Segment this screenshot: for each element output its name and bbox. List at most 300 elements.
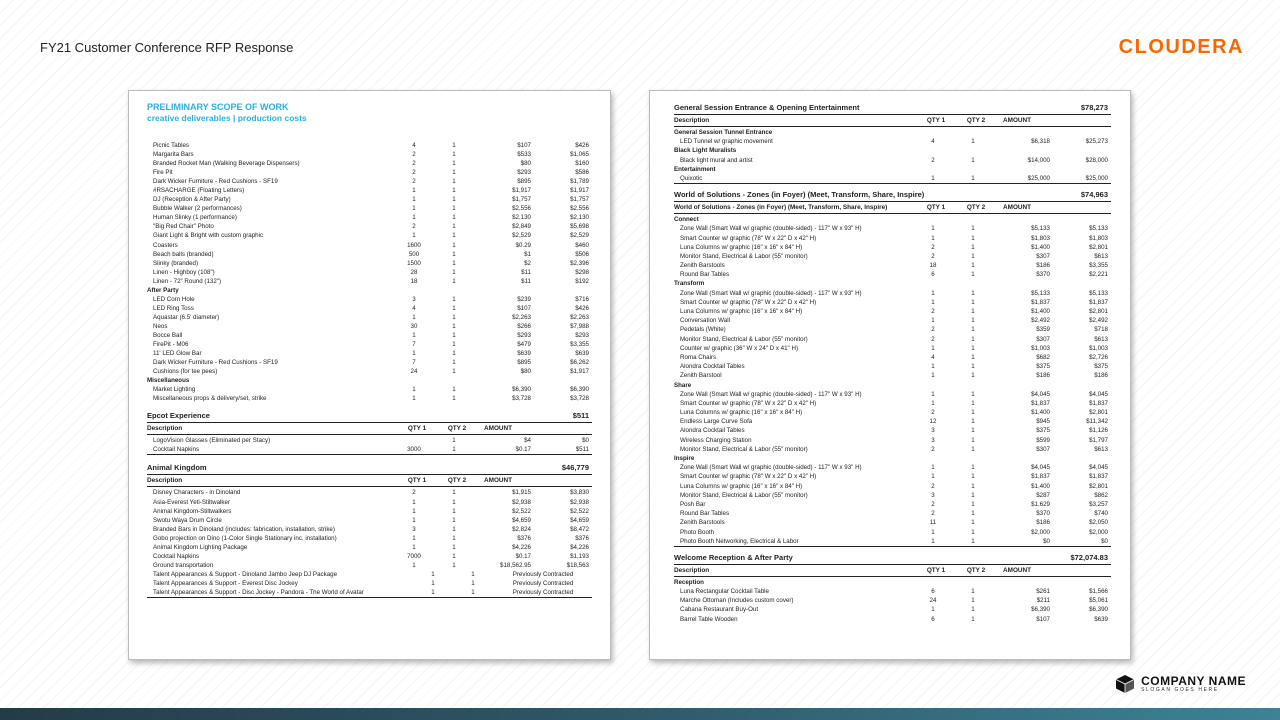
table-row <box>147 525 592 534</box>
category-row <box>674 146 1111 155</box>
table-row <box>674 243 1111 252</box>
category-label: Black Light Muralists <box>674 147 737 155</box>
animal-header <box>147 463 592 475</box>
item-total: $293 <box>575 331 589 339</box>
item-qty1: 1 <box>412 196 416 204</box>
item-qty2: 1 <box>452 386 456 394</box>
item-qty2: 1 <box>452 223 456 231</box>
item-description: Posh Bar <box>680 500 706 508</box>
item-qty1: 1 <box>931 537 935 545</box>
item-total: $298 <box>575 268 589 276</box>
item-description: Animal Kingdom-Stiltwalkers <box>153 507 232 515</box>
item-amount: $4,659 <box>512 516 531 524</box>
item-description: Alondra Cocktail Tables <box>680 427 745 435</box>
table-row <box>674 463 1111 472</box>
item-description: Talent Appearances & Support - Everest Disc Jockey <box>153 579 298 587</box>
epcot-table <box>147 436 592 454</box>
category-label: Reception <box>674 578 704 586</box>
item-qty2: 1 <box>971 271 975 279</box>
item-qty2: 1 <box>971 243 975 251</box>
item-qty2: 1 <box>971 262 975 270</box>
item-qty1: 1 <box>412 187 416 195</box>
item-description: Monitor Stand, Electrical & Labor (55" monitor) <box>680 491 808 499</box>
item-qty2: 1 <box>971 252 975 260</box>
item-qty1: 2 <box>412 223 416 231</box>
item-amount: $375 <box>1036 427 1050 435</box>
table-row <box>147 516 592 525</box>
general-header <box>674 103 1111 115</box>
slide-title: FY21 Customer Conference RFP Response <box>40 40 294 55</box>
general-table <box>674 128 1111 183</box>
item-amount: $1,400 <box>1031 308 1050 315</box>
item-total: $4,226 <box>570 543 589 551</box>
item-amount: $599 <box>1036 436 1050 444</box>
item-qty2: 1 <box>971 445 975 453</box>
table-row <box>147 213 592 222</box>
item-amount: $1,400 <box>1031 482 1050 490</box>
item-qty2: 1 <box>452 525 456 533</box>
item-description: Photo Booth <box>680 528 715 536</box>
item-qty1: 2 <box>412 160 416 168</box>
table-row <box>147 250 592 259</box>
item-amount: $287 <box>1036 491 1050 499</box>
item-qty1: 1 <box>412 386 416 394</box>
table-row <box>674 587 1111 596</box>
item-qty1: 1500 <box>407 259 421 267</box>
item-description: Bocce Ball <box>153 331 183 339</box>
table-row <box>147 488 592 497</box>
item-description: Cocktail Napkins <box>153 552 200 560</box>
item-qty1: 1 <box>931 606 935 614</box>
table-row <box>147 195 592 204</box>
item-amount: $11 <box>521 277 531 285</box>
item-qty2: 1 <box>971 597 975 605</box>
item-amount: $1,400 <box>1031 243 1050 251</box>
item-qty1: 11 <box>929 519 937 527</box>
item-description: Cocktail Napkins <box>153 446 200 454</box>
item-description: Zenith Barstools <box>680 262 725 270</box>
table-row <box>147 331 592 340</box>
item-amount: $80 <box>520 368 531 376</box>
item-amount: $895 <box>517 359 531 367</box>
item-amount: $4,045 <box>1031 390 1050 398</box>
category-label: Entertainment <box>674 165 716 173</box>
col-amount: AMOUNT <box>1003 117 1032 124</box>
item-qty1: 1 <box>931 399 935 407</box>
item-amount: $2,263 <box>512 313 531 321</box>
scope-subtitle: creative deliverables | production costs <box>147 113 307 123</box>
item-qty1: 3 <box>412 525 416 533</box>
item-total: $5,133 <box>1089 289 1108 297</box>
item-total: $5,698 <box>570 223 589 231</box>
wos-table <box>674 215 1111 546</box>
item-total: $426 <box>575 304 589 312</box>
item-description: Dark Wicker Furniture - Red Cushions - SF19 <box>153 359 278 367</box>
item-qty2: 1 <box>452 169 456 177</box>
category-row <box>674 381 1111 390</box>
table-row <box>674 596 1111 605</box>
item-qty2: 1 <box>971 317 975 325</box>
item-description: Talent Appearances & Support - Disc Jockey - Pandora - The World of Avatar <box>153 588 364 596</box>
item-description: Zone Wall (Smart Wall w/ graphic (double-sided) - 117" W x 93" H) <box>680 390 862 398</box>
col-qty2: QTY 2 <box>966 117 986 124</box>
item-qty1: 6 <box>931 615 935 623</box>
item-amount: $1,837 <box>1031 399 1050 407</box>
table-row <box>147 304 592 313</box>
item-qty1: 2 <box>931 500 935 508</box>
item-description: Zone Wall (Smart Wall w/ graphic (double-sided) - 117" W x 93" H) <box>680 225 862 233</box>
item-amount: $261 <box>1036 588 1050 596</box>
item-amount: $1,003 <box>1031 344 1050 352</box>
item-qty2: 1 <box>452 561 456 569</box>
item-qty2: 1 <box>452 437 456 445</box>
item-description: DJ (Reception & After Party) <box>153 196 231 204</box>
table-row <box>674 289 1111 298</box>
item-qty2: 1 <box>452 142 456 149</box>
item-qty1: 1 <box>431 588 435 596</box>
table-row <box>147 507 592 516</box>
item-amount: $359 <box>1036 326 1050 334</box>
item-qty1: 1 <box>931 528 935 536</box>
item-total: $2,529 <box>570 232 589 240</box>
item-qty1: 2 <box>931 326 935 334</box>
item-description: "Big Red Chair" Photo <box>153 223 214 231</box>
item-amount: $293 <box>517 331 531 339</box>
item-qty1: 2 <box>412 169 416 177</box>
item-description: Barrel Table Wooden <box>680 615 738 623</box>
item-qty2: 1 <box>452 368 456 376</box>
item-amount: $307 <box>1036 252 1050 260</box>
column-header <box>674 115 1111 127</box>
cloudera-logo: CLOUDERA <box>1118 36 1244 58</box>
table-row <box>147 259 592 268</box>
item-qty2: 1 <box>471 579 475 587</box>
item-description: Luna Rectangular Cocktail Table <box>680 588 769 596</box>
item-total: $718 <box>1094 326 1108 334</box>
item-total: $2,522 <box>570 507 589 515</box>
table-row <box>147 436 592 445</box>
item-total: $7,988 <box>570 322 589 330</box>
col-qty1: QTY 1 <box>926 117 946 124</box>
item-qty2: 1 <box>452 259 456 267</box>
item-qty2: 1 <box>452 214 456 222</box>
item-description: Smart Counter w/ graphic (78" W x 22" D x 42" H) <box>680 399 817 407</box>
table-row <box>674 224 1111 233</box>
item-qty1: 1 <box>931 372 935 380</box>
item-total: $18,563 <box>566 561 589 569</box>
item-total: $192 <box>575 277 589 285</box>
item-qty2: 1 <box>971 519 975 527</box>
item-amount: $11 <box>521 268 531 276</box>
item-amount: $0.29 <box>515 241 531 249</box>
item-qty1: 1 <box>412 507 416 515</box>
item-total: $6,390 <box>570 386 589 394</box>
item-qty1: 2 <box>931 445 935 453</box>
item-note: Previously Contracted <box>512 588 574 596</box>
category-row <box>674 128 1111 137</box>
item-total: $25,000 <box>1085 174 1108 182</box>
item-description: FirePit - M06 <box>153 341 189 349</box>
item-qty1: 3 <box>931 436 935 444</box>
item-qty2: 1 <box>971 482 975 490</box>
item-qty2: 1 <box>971 138 975 146</box>
item-qty1: 1 <box>412 561 416 569</box>
table-row <box>674 335 1111 344</box>
item-qty2: 1 <box>452 196 456 204</box>
table-row <box>147 222 592 231</box>
table-row <box>674 537 1111 546</box>
table-row <box>674 509 1111 518</box>
item-description: Fire Pit <box>153 169 173 177</box>
item-total: $2,938 <box>570 498 589 506</box>
item-qty2: 1 <box>452 543 456 551</box>
item-description: Human Slinky (1 performance) <box>153 214 237 222</box>
item-qty2: 1 <box>452 359 456 367</box>
item-qty1: 2 <box>931 308 935 315</box>
item-qty1: 1 <box>412 232 416 240</box>
item-qty2: 1 <box>452 241 456 249</box>
item-total: $2,000 <box>1089 528 1108 536</box>
company-logo <box>1115 674 1246 694</box>
table-row <box>674 390 1111 399</box>
item-description: Miscellaneous props & delivery/set, strike <box>153 395 267 403</box>
item-amount: $186 <box>1036 519 1050 527</box>
item-total: $0 <box>582 437 589 445</box>
item-qty1: 7 <box>412 341 416 349</box>
item-description: Luna Columns w/ graphic (16" x 16" x 84" H) <box>680 409 803 417</box>
item-qty2: 1 <box>452 250 456 258</box>
table-row <box>147 588 592 597</box>
item-description: Counter w/ graphic (36" W x 24" D x 41" H) <box>680 344 799 352</box>
table-row <box>674 234 1111 243</box>
item-amount: $0.17 <box>515 446 531 454</box>
category-row <box>674 165 1111 174</box>
item-qty2: 1 <box>452 313 456 321</box>
item-amount: $2,492 <box>1031 317 1050 325</box>
item-qty2: 1 <box>452 205 456 213</box>
item-description: Conversation Wall <box>680 317 730 325</box>
item-qty2: 1 <box>452 350 456 358</box>
item-qty1: 4 <box>931 138 935 146</box>
item-qty2: 1 <box>971 537 975 545</box>
table-row <box>147 168 592 177</box>
item-total: $639 <box>575 350 589 358</box>
col-qty2: QTY 2 <box>447 477 467 485</box>
category-label: Share <box>674 381 692 389</box>
item-qty2: 1 <box>971 606 975 614</box>
category-row <box>147 286 592 295</box>
category-label: Miscellaneous <box>147 377 190 385</box>
col-qty1: QTY 1 <box>407 477 427 485</box>
item-amount: $375 <box>1036 363 1050 371</box>
item-qty2: 1 <box>971 326 975 334</box>
item-amount: $370 <box>1036 510 1050 518</box>
item-total: $25,273 <box>1085 138 1108 146</box>
scope-title: PRELIMINARY SCOPE OF WORK <box>147 102 289 112</box>
item-description: Smart Counter w/ graphic (78" W x 22" D x 42" H) <box>680 234 817 242</box>
welcome-header <box>674 553 1111 565</box>
item-total: $1,065 <box>570 151 589 159</box>
item-description: Animal Kingdom Lighting Package <box>153 543 248 551</box>
item-total: $2,263 <box>570 313 589 321</box>
item-qty2: 1 <box>471 570 475 578</box>
table-row <box>674 307 1111 316</box>
table-row <box>147 349 592 358</box>
item-total: $2,492 <box>1089 317 1108 325</box>
item-qty2: 1 <box>971 298 975 306</box>
item-description: Disney Characters - in Dinoland <box>153 489 241 497</box>
item-qty2: 1 <box>452 277 456 285</box>
table-row <box>147 552 592 561</box>
item-description: Round Bar Tables <box>680 510 730 518</box>
item-total: $6,390 <box>1089 606 1108 614</box>
item-qty2: 1 <box>971 588 975 596</box>
item-amount: $80 <box>520 160 531 168</box>
item-description: Zenith Barstool <box>680 372 722 380</box>
col-amount: AMOUNT <box>1003 566 1032 574</box>
table-row <box>147 277 592 286</box>
item-description: Luna Columns w/ graphic (16" x 16" x 84" H) <box>680 308 803 315</box>
item-qty2: 1 <box>452 187 456 195</box>
item-amount: $307 <box>1036 445 1050 453</box>
column-header <box>147 475 592 487</box>
item-amount: $5,133 <box>1031 289 1050 297</box>
section-total: $511 <box>572 411 589 421</box>
table-row <box>674 325 1111 334</box>
table-row <box>674 482 1111 491</box>
item-description: Marche Ottoman (Includes custom cover) <box>680 597 794 605</box>
item-description: Slinky (branded) <box>153 259 199 267</box>
item-qty2: 1 <box>971 418 975 426</box>
item-amount: $107 <box>1036 615 1050 623</box>
item-description: Quixotic <box>680 174 703 182</box>
item-total: $6,262 <box>570 359 589 367</box>
table-row <box>674 137 1111 146</box>
item-amount: $370 <box>1036 271 1050 279</box>
item-description: Monitor Stand, Electrical & Labor (55" monitor) <box>680 335 808 343</box>
item-qty1: 4 <box>412 142 416 149</box>
item-amount: $1,400 <box>1031 409 1050 417</box>
item-description: Monitor Stand, Electrical & Labor (55" monitor) <box>680 252 808 260</box>
item-description: Swotu Waya Drum Circle <box>153 516 222 524</box>
item-description: Dark Wicker Furniture - Red Cushions - SF19 <box>153 178 278 186</box>
item-qty1: 18 <box>929 262 937 270</box>
epcot-header <box>147 411 592 423</box>
item-description: Margarita Bars <box>153 151 194 159</box>
table-row <box>147 204 592 213</box>
item-description: Round Bar Tables <box>680 271 730 279</box>
item-qty1: 1 <box>412 498 416 506</box>
item-total: $862 <box>1094 491 1108 499</box>
item-total: $1,803 <box>1089 234 1108 242</box>
item-amount: $2,849 <box>512 223 531 231</box>
item-amount: $1,837 <box>1031 298 1050 306</box>
category-row <box>674 279 1111 288</box>
item-qty1: 2 <box>931 156 935 164</box>
item-total: $2,556 <box>570 205 589 213</box>
item-qty2: 1 <box>971 308 975 315</box>
item-amount: $2,824 <box>512 525 531 533</box>
col-qty1: QTY 1 <box>407 425 427 433</box>
item-total: $2,130 <box>570 214 589 222</box>
item-amount: $6,390 <box>512 386 531 394</box>
table-row <box>147 322 592 331</box>
item-total: $2,801 <box>1089 409 1108 417</box>
item-total: $0 <box>1101 537 1108 545</box>
item-qty1: 2 <box>931 482 935 490</box>
item-qty2: 1 <box>971 427 975 435</box>
item-qty1: 2 <box>931 409 935 417</box>
table-row <box>674 399 1111 408</box>
item-qty1: 1 <box>931 344 935 352</box>
item-amount: $307 <box>1036 335 1050 343</box>
item-qty1: 1 <box>412 205 416 213</box>
table-row <box>674 445 1111 454</box>
item-qty2: 1 <box>971 234 975 242</box>
item-description: Talent Appearances & Support - Dinoland Jambo Jeep DJ Package <box>153 570 338 578</box>
item-qty1: 2 <box>412 151 416 159</box>
item-amount: $186 <box>1036 262 1050 270</box>
item-amount: $25,000 <box>1027 174 1050 182</box>
item-description: Aquastar (6.5' diameter) <box>153 313 220 321</box>
item-amount: $945 <box>1036 418 1050 426</box>
item-description: Monitor Stand, Electrical & Labor (55" monitor) <box>680 445 808 453</box>
col-description: World of Solutions - Zones (in Foyer) (Meet, Transform, Share, Inspire) <box>674 204 888 212</box>
item-total: $1,837 <box>1089 473 1108 481</box>
item-amount: $5,133 <box>1031 225 1050 233</box>
item-qty1: 1 <box>412 214 416 222</box>
item-description: Zone Wall (Smart Wall w/ graphic (double-sided) - 117" W x 93" H) <box>680 289 862 297</box>
page-left <box>128 90 611 660</box>
item-qty1: 7000 <box>407 552 421 560</box>
item-total: $186 <box>1094 372 1108 380</box>
item-total: $460 <box>575 241 589 249</box>
table-row <box>674 500 1111 509</box>
table-row <box>674 417 1111 426</box>
item-amount: $2,938 <box>512 498 531 506</box>
item-total: $2,396 <box>570 259 589 267</box>
item-amount: $186 <box>1036 372 1050 380</box>
table-row <box>674 518 1111 527</box>
item-description: #RSACHARGE (Floating Letters) <box>153 187 245 195</box>
item-description: Smart Counter w/ graphic (78" W x 22" D x 42" H) <box>680 473 817 481</box>
item-qty2: 1 <box>452 178 456 186</box>
table-row <box>147 241 592 250</box>
item-qty2: 1 <box>971 363 975 371</box>
item-amount: $1,757 <box>512 196 531 204</box>
col-qty1: QTY 1 <box>926 566 946 574</box>
table-row <box>674 472 1111 481</box>
item-amount: $293 <box>517 169 531 177</box>
item-total: $1,837 <box>1089 298 1108 306</box>
column-header <box>674 202 1111 214</box>
item-qty1: 4 <box>931 353 935 361</box>
item-qty1: 6 <box>931 271 935 279</box>
item-description: Branded Bars in Dinoland (includes: fabrication, installation, strike) <box>153 525 335 533</box>
item-description: Wireless Charging Station <box>680 436 752 444</box>
item-qty2: 1 <box>452 489 456 497</box>
item-qty1: 1600 <box>407 241 421 249</box>
table-row <box>147 231 592 240</box>
item-qty2: 1 <box>971 436 975 444</box>
table-row <box>147 445 592 454</box>
item-qty1: 1 <box>931 234 935 242</box>
item-qty1: 1 <box>931 390 935 398</box>
item-qty1: 1 <box>931 473 935 481</box>
item-qty1 <box>395 436 433 445</box>
col-amount: AMOUNT <box>484 477 513 485</box>
bottom-bar <box>0 708 1280 720</box>
